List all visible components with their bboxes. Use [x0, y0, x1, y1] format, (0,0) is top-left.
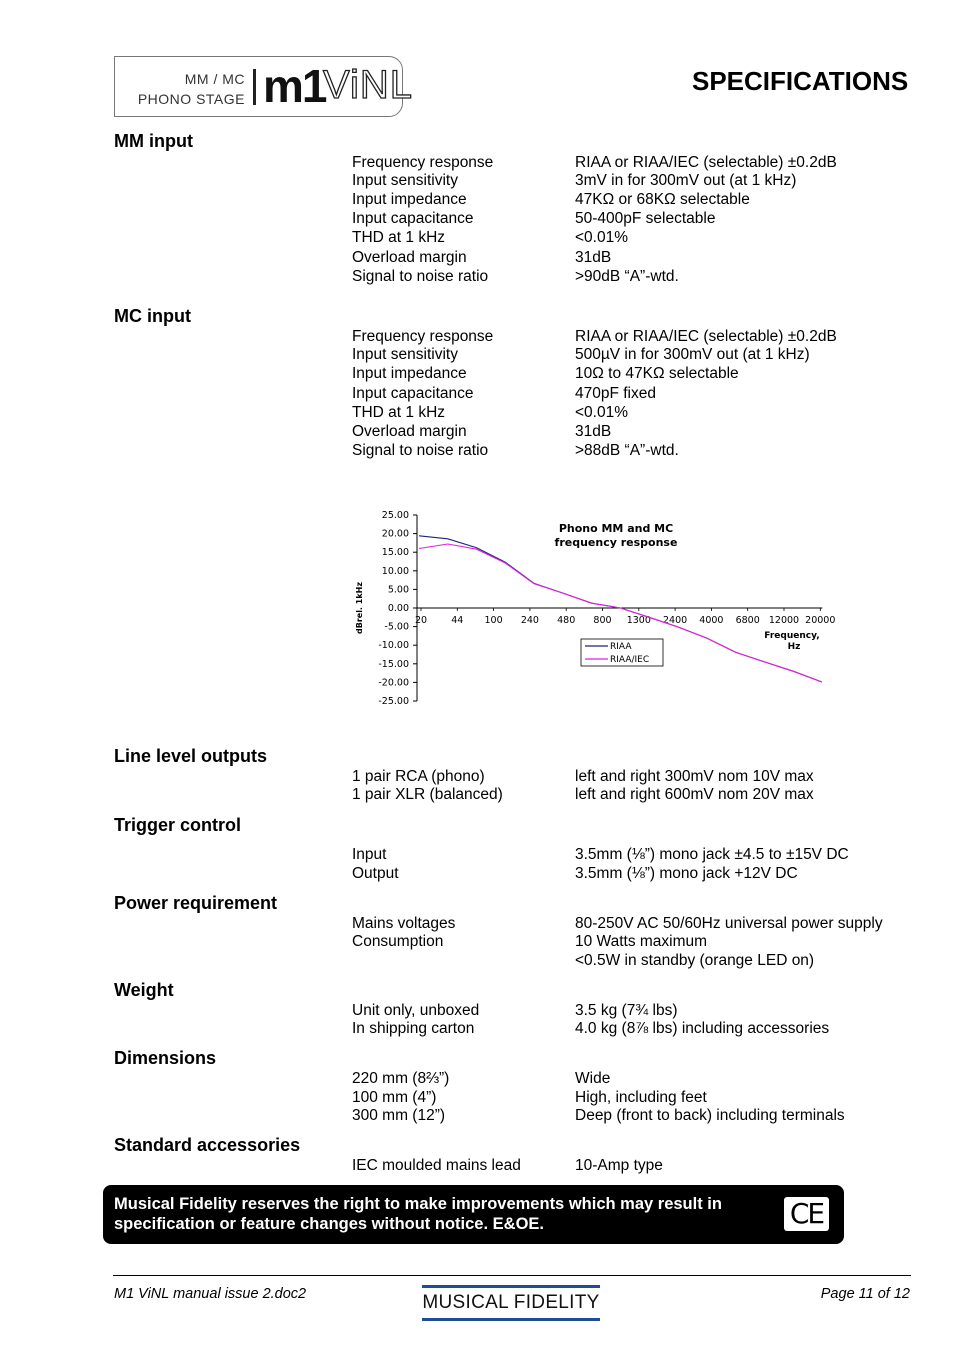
chart-title-line2: frequency response — [554, 536, 678, 549]
section-title-line-outputs: Line level outputs — [114, 746, 268, 766]
spec-label: Overload margin — [352, 423, 467, 440]
spec-label: IEC moulded mains lead — [352, 1157, 521, 1174]
spec-value: 10-Amp type — [575, 1157, 663, 1174]
chart-x-tick-label: 800 — [593, 615, 612, 626]
section-title-mc-input: MC input — [114, 306, 191, 326]
spec-value: 3.5mm (⅛”) mono jack +12V DC — [575, 865, 798, 882]
spec-label: Input sensitivity — [352, 172, 458, 189]
disclaimer-text: Musical Fidelity reserves the right to make improvements which may result in specification or feature changes without notice. E&OE. — [114, 1195, 722, 1233]
section-title-weight: Weight — [114, 980, 174, 1000]
chart-y-tick-label: -5.00 — [384, 621, 409, 633]
spec-label: Signal to noise ratio — [352, 442, 489, 459]
spec-label: Input sensitivity — [352, 346, 458, 363]
footer-page-number: Page 11 of 12 — [820, 1286, 910, 1302]
spec-value: <0.01% — [575, 404, 629, 421]
logo-line2: PHONO STAGE — [137, 91, 245, 107]
section-title-trigger: Trigger control — [114, 815, 242, 835]
spec-label: 1 pair RCA (phono) — [352, 768, 485, 785]
chart-x-axis-label-line1: Frequency, — [764, 631, 820, 641]
spec-label: Output — [352, 865, 399, 882]
chart-y-tick-label: 5.00 — [387, 584, 409, 596]
chart-y-tick-label: 0.00 — [387, 603, 409, 614]
chart-x-tick-label: 480 — [557, 615, 576, 626]
chart-y-tick-label: 20.00 — [381, 528, 409, 540]
spec-value: 31dB — [575, 423, 612, 440]
chart-x-tick-label: 20 — [414, 615, 428, 626]
spec-value: 470pF fixed — [575, 385, 656, 402]
chart-x-tick-label: 44 — [451, 615, 464, 626]
chart-y-tick-label: -20.00 — [378, 677, 409, 689]
section-title-accessories: Standard accessories — [114, 1135, 301, 1155]
chart-y-tick-label: 15.00 — [381, 547, 409, 559]
spec-value: Deep (front to back) including terminals — [575, 1107, 845, 1124]
spec-label: Frequency response — [352, 328, 494, 345]
spec-label: 100 mm (4”) — [352, 1089, 437, 1106]
spec-value: 80-250V AC 50/60Hz universal power supply — [575, 915, 883, 932]
footer-document-name: M1 ViNL manual issue 2.doc2 — [114, 1286, 307, 1302]
spec-value: 10 Watts maximum — [575, 933, 708, 950]
spec-label: 300 mm (12”) — [352, 1107, 446, 1124]
spec-value: RIAA or RIAA/IEC (selectable) ±0.2dB — [575, 328, 837, 345]
chart-x-axis-label-line2: Hz — [787, 642, 801, 652]
logo-brand-outline: ViNL — [323, 63, 413, 107]
section-title-mm-input: MM input — [114, 131, 193, 151]
spec-value: 50-400pF selectable — [575, 210, 716, 227]
brand-logo — [422, 1285, 600, 1321]
chart-y-tick-label: 25.00 — [381, 510, 409, 521]
spec-value: RIAA or RIAA/IEC (selectable) ±0.2dB — [575, 154, 837, 171]
logo-line1: MM / MC — [184, 71, 245, 87]
page-title: SPECIFICATIONS — [692, 66, 909, 96]
frequency-response-chart — [340, 500, 860, 715]
spec-value: 31dB — [575, 249, 612, 266]
chart-x-tick-label: 100 — [484, 615, 503, 626]
chart-title-line1: Phono MM and MC — [558, 522, 674, 535]
spec-label: Input impedance — [352, 365, 467, 382]
chart-y-tick-label: -25.00 — [378, 696, 409, 707]
spec-label: 220 mm (8⅔”) — [352, 1070, 450, 1087]
chart-x-tick-label: 12000 — [768, 615, 800, 626]
chart-y-tick-label: -15.00 — [378, 658, 409, 670]
chart-x-tick-label: 4000 — [699, 615, 724, 626]
chart-x-tick-label: 2400 — [663, 615, 688, 626]
spec-label: THD at 1 kHz — [352, 404, 446, 421]
spec-label: 1 pair XLR (balanced) — [352, 786, 503, 803]
spec-label: Input — [352, 846, 387, 863]
spec-value: 3.5 kg (7¾ lbs) — [575, 1002, 678, 1019]
spec-label: In shipping carton — [352, 1020, 475, 1037]
logo-divider — [253, 69, 256, 105]
spec-value: 47KΩ or 68KΩ selectable — [575, 191, 750, 208]
section-title-dimensions: Dimensions — [114, 1048, 217, 1068]
spec-label: Input capacitance — [352, 385, 474, 402]
chart-x-tick-label: 1300 — [626, 615, 651, 626]
chart-y-axis-label: dBrel. 1kHz — [355, 582, 364, 634]
spec-value: left and right 600mV nom 20V max — [575, 786, 814, 803]
chart-y-tick-label: -10.00 — [378, 640, 409, 652]
disclaimer-banner — [103, 1185, 844, 1244]
spec-label: Mains voltages — [352, 915, 456, 932]
spec-label: Input impedance — [352, 191, 467, 208]
spec-value: >88dB “A”-wtd. — [575, 442, 679, 459]
spec-value: Wide — [575, 1070, 611, 1087]
spec-value: 3.5mm (⅛”) mono jack ±4.5 to ±15V DC — [575, 846, 849, 863]
spec-value: 10Ω to 47KΩ selectable — [575, 365, 739, 382]
ce-mark-icon: CE — [784, 1197, 829, 1231]
spec-label: Overload margin — [352, 249, 467, 266]
spec-value: 3mV in for 300mV out (at 1 kHz) — [575, 172, 797, 189]
legend-label-riaa-iec: RIAA/IEC — [610, 655, 650, 665]
chart-x-tick-label: 240 — [520, 615, 539, 626]
spec-label: Consumption — [352, 933, 444, 950]
spec-label: Frequency response — [352, 154, 494, 171]
spec-value: 4.0 kg (8⅞ lbs) including accessories — [575, 1020, 830, 1037]
spec-value: 500µV in for 300mV out (at 1 kHz) — [575, 346, 810, 363]
logo-brand-bold: m1 — [263, 60, 326, 112]
spec-value: High, including feet — [575, 1089, 707, 1106]
chart-y-tick-label: 10.00 — [381, 565, 409, 577]
spec-value: left and right 300mV nom 10V max — [575, 768, 814, 785]
legend-label-riaa: RIAA — [610, 642, 632, 652]
spec-label: Signal to noise ratio — [352, 268, 489, 285]
spec-value: <0.5W in standby (orange LED on) — [575, 952, 815, 969]
footer-divider — [113, 1275, 911, 1276]
brand-logo-text: MUSICAL FIDELITY — [422, 1292, 600, 1313]
spec-label: Unit only, unboxed — [352, 1002, 480, 1019]
spec-label: Input capacitance — [352, 210, 474, 227]
spec-label: THD at 1 kHz — [352, 229, 446, 246]
chart-x-tick-label: 6800 — [735, 615, 760, 626]
section-title-power: Power requirement — [114, 893, 278, 913]
spec-value: >90dB “A”-wtd. — [575, 268, 679, 285]
chart-x-tick-label: 20000 — [805, 615, 836, 626]
product-logo — [114, 56, 413, 117]
spec-value: <0.01% — [575, 229, 629, 246]
chart-legend — [581, 639, 663, 666]
